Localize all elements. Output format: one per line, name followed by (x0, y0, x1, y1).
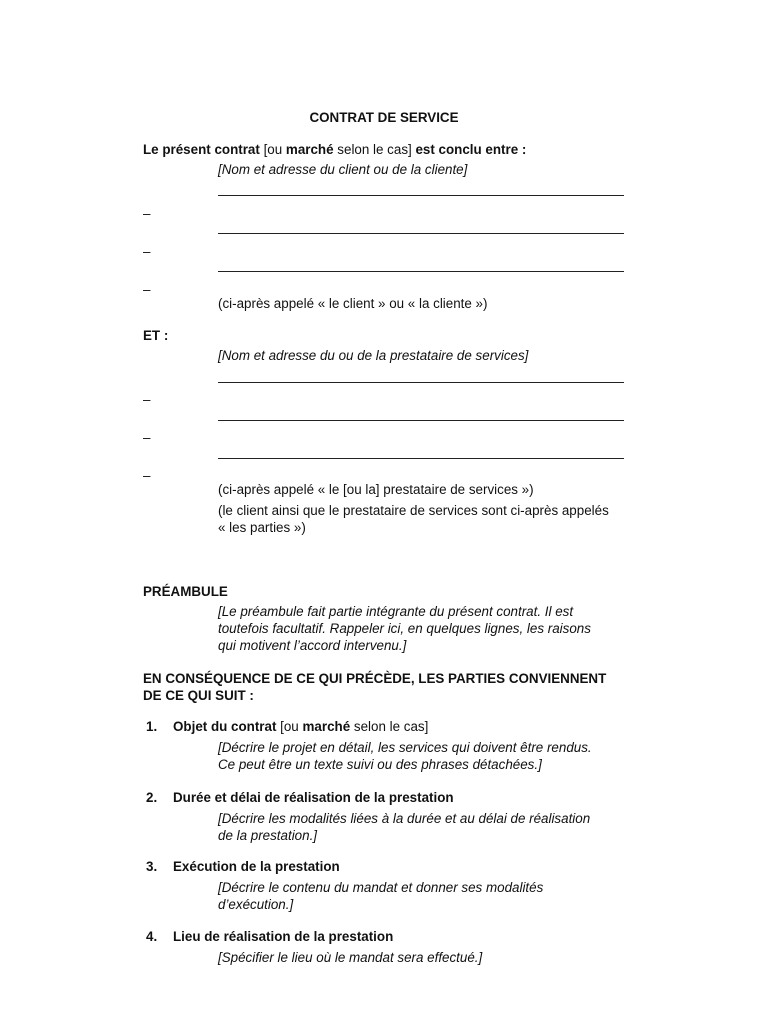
item-1-title-d: selon le cas] (353, 719, 429, 734)
client-address-line-2[interactable] (218, 271, 624, 272)
item-1-title-b: [ou (280, 719, 299, 734)
preambule-text-line-1: [Le préambule fait partie intégrante du présent contrat. Il est (218, 604, 574, 619)
item-3-title: Exécution de la prestation (173, 859, 340, 874)
consequence-line-2: DE CE QUI SUIT : (143, 688, 254, 703)
item-3-number: 3. (146, 859, 158, 874)
intro-part-5: est conclu entre : (415, 142, 527, 157)
intro-part-4: selon le cas] (337, 142, 412, 157)
item-1-text-line-2: Ce peut être un texte suivi ou des phrases détachées.] (218, 757, 542, 772)
preambule-text-line-2: toutefois facultatif. Rappeler ici, en quelques lignes, les raisons (218, 621, 591, 636)
item-1-title-c: marché (302, 719, 351, 734)
item-2-title: Durée et délai de réalisation de la prestation (173, 790, 454, 805)
client-dash-3: – (143, 282, 151, 297)
prestataire-dash-3: – (143, 468, 151, 483)
parties-definition-line-1: (le client ainsi que le prestataire de services sont ci-après appelés (218, 503, 609, 518)
intro-part-2: [ou (263, 142, 283, 157)
item-3-text-line-1: [Décrire le contenu du mandat et donner ses modalités (218, 880, 544, 895)
prestataire-appellation: (ci-après appelé « le [ou la] prestataire de services ») (218, 482, 534, 497)
client-placeholder: [Nom et adresse du client ou de la cliente] (218, 162, 468, 177)
document-title: CONTRAT DE SERVICE (309, 110, 459, 125)
item-1-text-line-1: [Décrire le projet en détail, les services qui doivent être rendus. (218, 740, 592, 755)
preambule-text-line-3: qui motivent l’accord intervenu.] (218, 638, 407, 653)
prestataire-dash-1: – (143, 392, 151, 407)
client-dash-2: – (143, 244, 151, 259)
preambule-heading: PRÉAMBULE (143, 584, 228, 599)
item-2-text-line-1: [Décrire les modalités liées à la durée et au délai de réalisation (218, 811, 591, 826)
intro-sentence (143, 141, 526, 158)
client-name-line[interactable] (218, 195, 624, 196)
client-appellation: (ci-après appelé « le client » ou « la cliente ») (218, 296, 488, 311)
item-1-number: 1. (146, 719, 158, 734)
item-3-text-line-2: d’exécution.] (218, 897, 294, 912)
prestataire-name-line[interactable] (218, 382, 624, 383)
item-2-text-line-2: de la prestation.] (218, 828, 318, 843)
client-address-line-1[interactable] (218, 233, 624, 234)
item-4-text-line-1: [Spécifier le lieu où le mandat sera effectué.] (218, 950, 483, 965)
item-1-title-a: Objet du contrat (173, 719, 277, 734)
item-1-title (173, 718, 428, 735)
prestataire-address-line-1[interactable] (218, 420, 624, 421)
parties-definition-line-2: « les parties ») (218, 520, 306, 535)
consequence-line-1: EN CONSÉQUENCE DE CE QUI PRÉCÈDE, LES PARTIES CONVIENNENT (143, 671, 607, 686)
client-dash-1: – (143, 206, 151, 221)
prestataire-address-line-2[interactable] (218, 458, 624, 459)
intro-part-1: Le présent contrat (143, 142, 260, 157)
item-4-number: 4. (146, 929, 158, 944)
prestataire-dash-2: – (143, 430, 151, 445)
prestataire-placeholder: [Nom et adresse du ou de la prestataire de services] (218, 348, 529, 363)
item-4-title: Lieu de réalisation de la prestation (173, 929, 394, 944)
intro-part-3: marché (285, 142, 334, 157)
et-label: ET : (143, 328, 169, 343)
item-2-number: 2. (146, 790, 158, 805)
